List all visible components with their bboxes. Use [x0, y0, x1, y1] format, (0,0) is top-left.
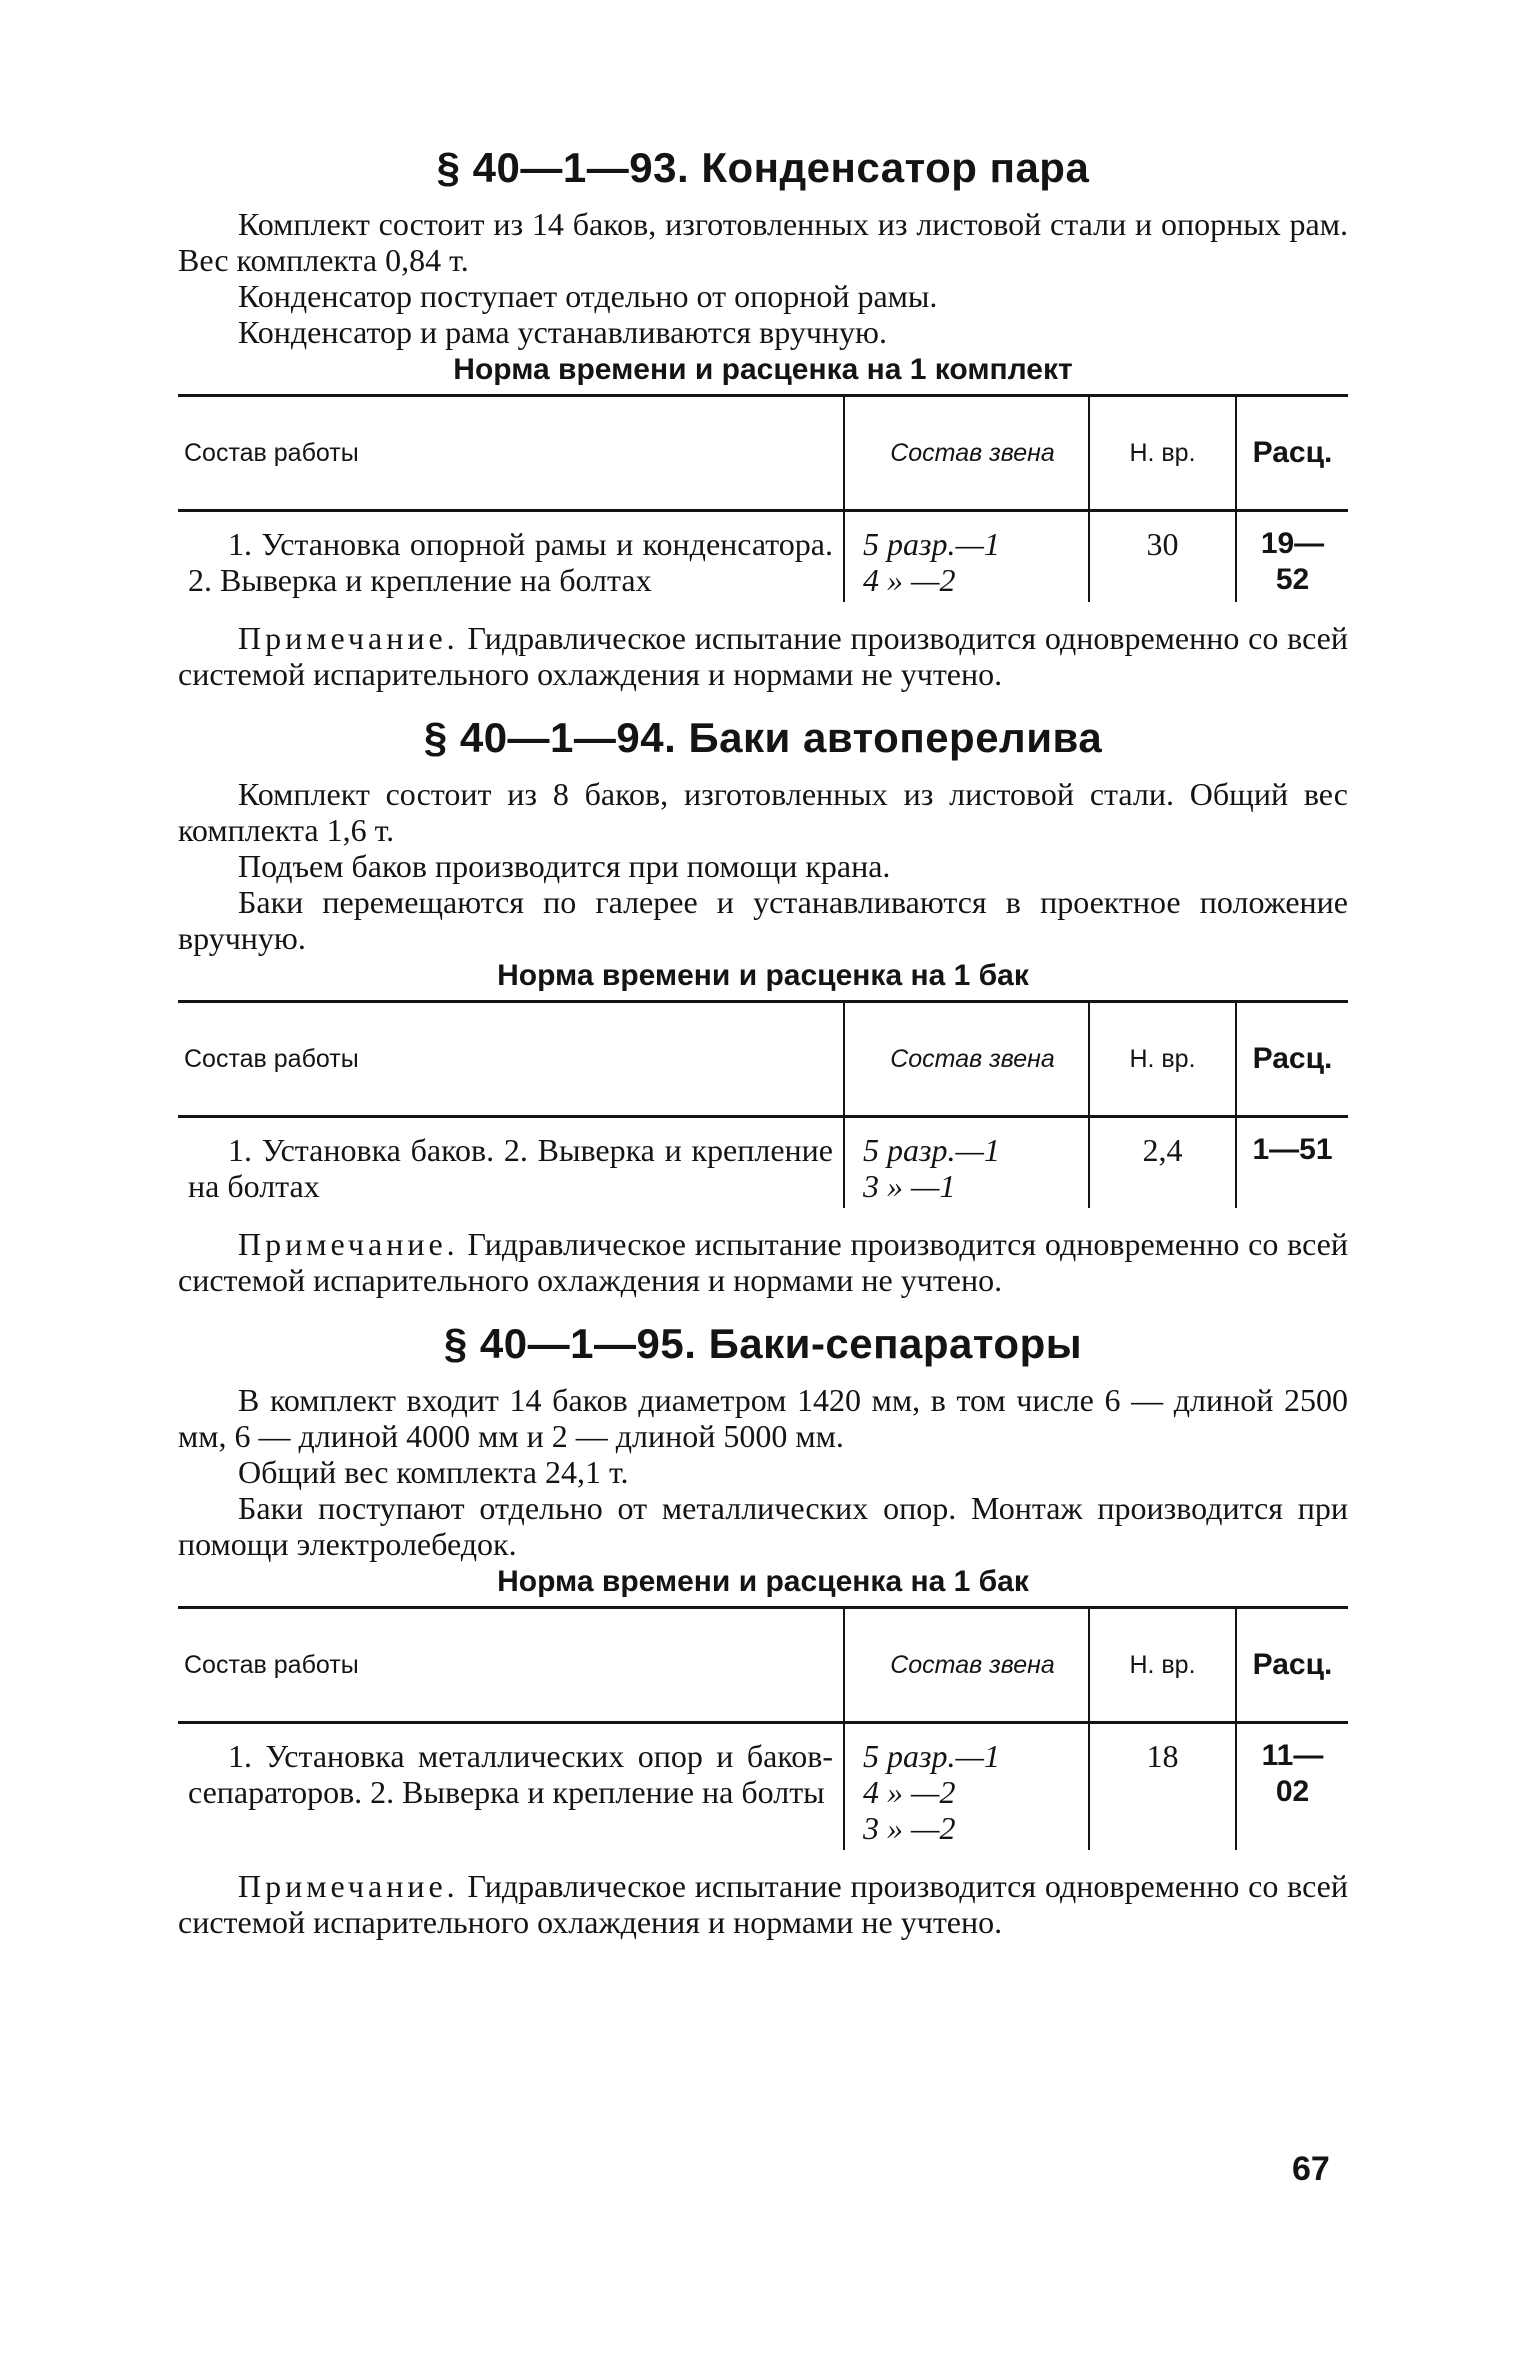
norm-title: Норма времени и расценка на 1 комплект [453, 353, 1073, 386]
paragraph: В комплект входит 14 баков диаметром 1420 мм, в том числе 6 — длиной 2500 мм, 6 — длиной 4000 мм и 2 — длиной 5000 мм. [178, 1382, 1348, 1454]
cell-work [178, 1723, 844, 1851]
document-page [178, 140, 1348, 1940]
header-rate: Расц. [1236, 1608, 1348, 1723]
cell-rate: 11—02 [1236, 1723, 1348, 1851]
note [178, 1868, 1348, 1940]
norm-title: Норма времени и расценка на 1 бак [497, 1565, 1029, 1598]
section-40-1-94 [178, 710, 1348, 1298]
note [178, 1226, 1348, 1298]
norm-title: Норма времени и расценка на 1 бак [497, 959, 1029, 992]
note-label: Примечание. [238, 620, 459, 656]
table-row [178, 1723, 1348, 1851]
crew-line: 5 разр.—1 [863, 1738, 1000, 1774]
crew-line: 3 » —1 [863, 1168, 956, 1204]
work-text: 1. Установка опорной рамы и конденсатора. 2. Выверка и крепление на болтах [188, 526, 833, 598]
cell-crew [844, 511, 1089, 603]
cell-time: 2,4 [1089, 1117, 1236, 1209]
header-crew: Состав звена [844, 1002, 1089, 1117]
paragraph: Общий вес комплекта 24,1 т. [238, 1454, 629, 1490]
note-text: Гидравлическое испытание производится одновременно со всей системой испарительного охлаждения и нормами не учтено. [178, 1226, 1348, 1298]
cell-work [178, 511, 844, 603]
cell-rate: 19—52 [1236, 511, 1348, 603]
header-rate: Расц. [1236, 1002, 1348, 1117]
cell-crew [844, 1723, 1089, 1851]
note-label: Примечание. [238, 1226, 459, 1262]
work-text: 1. Установка баков. 2. Выверка и крепление на болтах [188, 1132, 833, 1204]
page-number: 67 [1292, 2150, 1330, 2188]
note-text: Гидравлическое испытание производится одновременно со всей системой испарительного охлаждения и нормами не учтено. [178, 620, 1348, 692]
header-work: Состав работы [178, 1002, 844, 1117]
work-text: 1. Установка металлических опор и баков-сепараторов. 2. Выверка и крепление на болты [188, 1738, 833, 1810]
header-time: Н. вр. [1089, 1002, 1236, 1117]
paragraph: Подъем баков производится при помощи крана. [238, 848, 891, 884]
norm-table [178, 1000, 1348, 1208]
header-time: Н. вр. [1089, 396, 1236, 511]
crew-line: 4 » —2 [863, 1774, 956, 1810]
section-40-1-95 [178, 1316, 1348, 1940]
norm-table [178, 1606, 1348, 1850]
crew-line: 3 » —2 [863, 1810, 956, 1846]
header-work: Состав работы [178, 1608, 844, 1723]
header-work: Состав работы [178, 396, 844, 511]
paragraph: Комплект состоит из 8 баков, изготовленных из листовой стали. Общий вес комплекта 1,6 т. [178, 776, 1348, 848]
paragraph: Баки поступают отдельно от металлических опор. Монтаж производится при помощи электролебедок. [178, 1490, 1348, 1562]
table-header-row [178, 396, 1348, 511]
paragraph: Баки перемещаются по галерее и устанавливаются в проектное положение вручную. [178, 884, 1348, 956]
crew-line: 5 разр.—1 [863, 526, 1000, 562]
table-row [178, 1117, 1348, 1209]
section-40-1-93 [178, 140, 1348, 692]
norm-table [178, 394, 1348, 602]
paragraph: Конденсатор поступает отдельно от опорной рамы. [238, 278, 938, 314]
paragraph: Комплект состоит из 14 баков, изготовленных из листовой стали и опорных рам. Вес комплекта 0,84 т. [178, 206, 1348, 278]
paragraph: Конденсатор и рама устанавливаются вручную. [238, 314, 887, 350]
header-rate: Расц. [1236, 396, 1348, 511]
note [178, 620, 1348, 692]
cell-time: 30 [1089, 511, 1236, 603]
section-title: § 40—1—93. Конденсатор пара [436, 144, 1090, 191]
crew-line: 4 » —2 [863, 562, 956, 598]
crew-line: 5 разр.—1 [863, 1132, 1000, 1168]
note-label: Примечание. [238, 1868, 459, 1904]
cell-rate: 1—51 [1236, 1117, 1348, 1209]
section-title: § 40—1—94. Баки автоперелива [423, 714, 1103, 761]
header-time: Н. вр. [1089, 1608, 1236, 1723]
header-crew: Состав звена [844, 396, 1089, 511]
cell-work [178, 1117, 844, 1209]
section-title: § 40—1—95. Баки-сепараторы [443, 1320, 1083, 1367]
table-header-row [178, 1608, 1348, 1723]
note-text: Гидравлическое испытание производится одновременно со всей системой испарительного охлаждения и нормами не учтено. [178, 1868, 1348, 1940]
table-row [178, 511, 1348, 603]
table-header-row [178, 1002, 1348, 1117]
header-crew: Состав звена [844, 1608, 1089, 1723]
cell-crew [844, 1117, 1089, 1209]
cell-time: 18 [1089, 1723, 1236, 1851]
